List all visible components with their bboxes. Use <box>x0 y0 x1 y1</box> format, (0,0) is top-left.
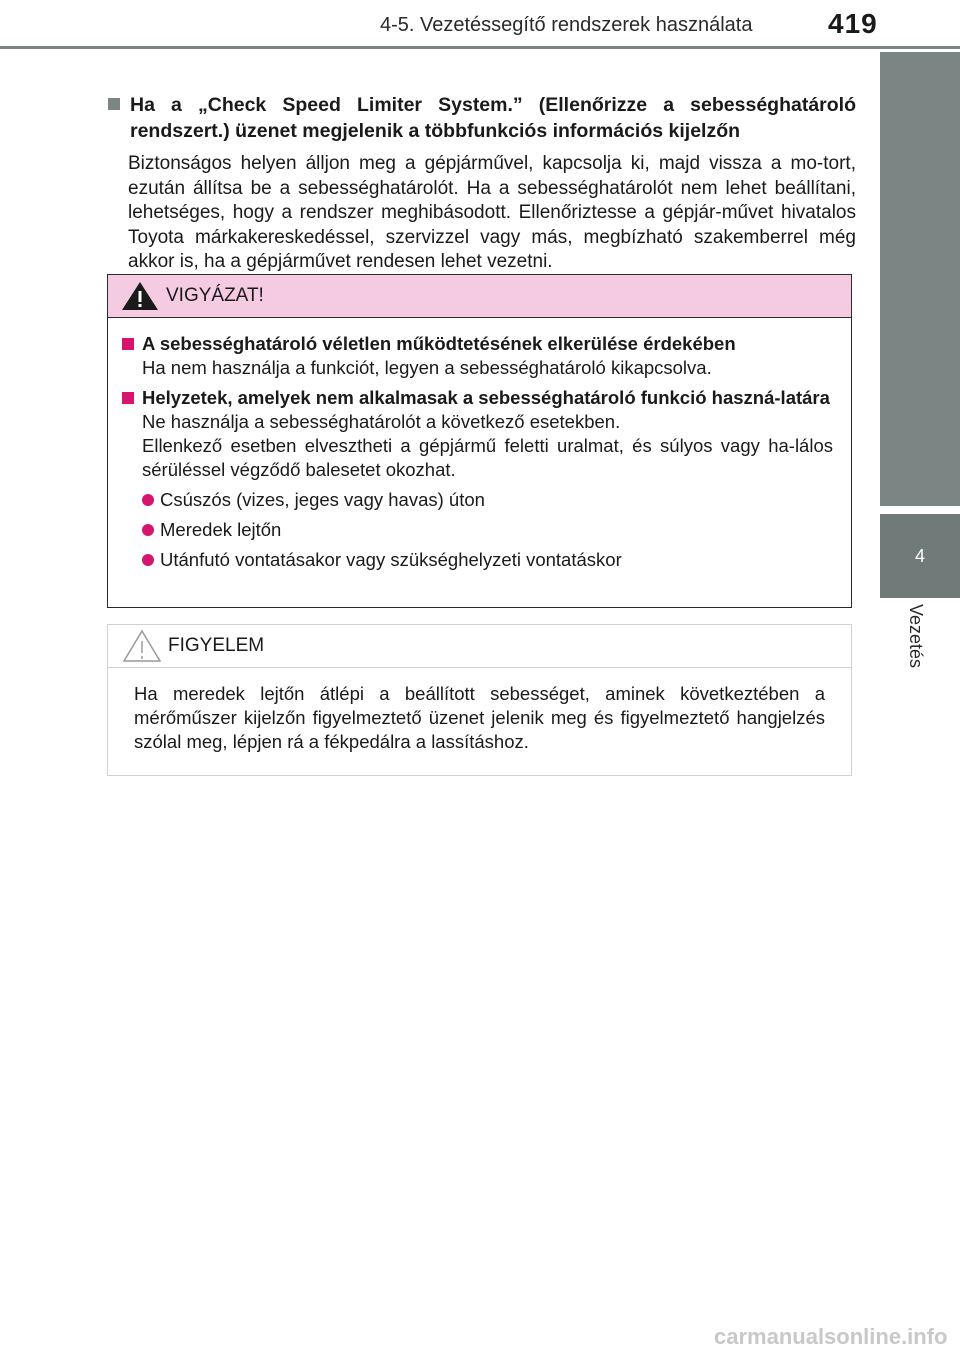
page-number: 419 <box>828 8 878 39</box>
warning-item-heading-text: Helyzetek, amelyek nem alkalmasak a sebességhatároló funkció haszná-latára <box>142 387 830 408</box>
square-bullet-icon <box>122 338 134 350</box>
list-item-text: Utánfutó vontatásakor vagy szükséghelyzeti vontatáskor <box>160 549 622 570</box>
list-item-text: Meredek lejtőn <box>160 519 282 540</box>
warning-header <box>108 275 851 318</box>
round-bullet-icon <box>142 554 154 566</box>
round-bullet-icon <box>142 494 154 506</box>
chapter-label <box>904 604 928 694</box>
warning-item-text: Ellenkező esetben elvesztheti a gépjármű feletti uralmat, és súlyos vagy ha-lálos sérüléssel végződő balesetet okozhat. <box>142 435 833 480</box>
list-item <box>142 518 833 542</box>
notice-body: Ha meredek lejtőn átlépi a beállított sebességet, aminek következtében a mérőműszer kijelzőn figyelmeztető üzenet jelenik meg és figyelmeztető hangjelzés szólal meg, lépjen rá a fékpedálra a lassításhoz. <box>134 683 825 752</box>
warning-title: VIGYÁZAT! <box>166 285 264 306</box>
warning-triangle-icon <box>120 280 160 312</box>
side-tab-top <box>880 52 960 506</box>
warning-box <box>107 274 852 608</box>
section-heading-text: Ha a „Check Speed Limiter System.” (Ellenőrizze a sebességhatároló rendszert.) üzenet megjelenik a többfunkciós információs kijelzőn <box>130 94 856 142</box>
notice-box <box>107 624 852 776</box>
chapter-number-tab: 4 <box>880 514 960 598</box>
warning-content <box>108 318 851 572</box>
section-heading <box>108 92 856 144</box>
section-body: Biztonságos helyen álljon meg a gépjárművel, kapcsolja ki, majd vissza a mo-tort, ezután állítsa be a sebességhatárolót. Ha a sebességhatárolót nem lehet beállítani, lehetséges, hogy a rendszer meghibásodott. Ellenőriztesse a gépjár-művet hivatalos Toyota márkakereskedéssel, szervizzel vagy más, megbízható szakemberrel még akkor is, ha a gépjárművet rendesen lehet vezetni. <box>128 153 856 272</box>
warning-item-text: Ne használja a sebességhatárolót a következő esetekben. <box>142 411 621 432</box>
notice-header <box>108 625 851 668</box>
round-bullet-icon <box>142 524 154 536</box>
warning-item-heading <box>122 332 833 356</box>
square-bullet-icon <box>122 392 134 404</box>
square-bullet-icon <box>108 98 120 110</box>
watermark: carmanualsonline.info <box>714 1324 948 1349</box>
running-header-title: 4-5. Vezetéssegítő rendszerek használata <box>380 14 753 36</box>
limiter-message-section <box>108 92 856 275</box>
warning-item-heading-text: A sebességhatároló véletlen működtetésének elkerülése érdekében <box>142 333 736 354</box>
warning-item-heading <box>122 386 833 410</box>
warning-item-text: Ha nem használja a funkciót, legyen a sebességhatároló kikapcsolva. <box>142 357 712 378</box>
list-item-text: Csúszós (vizes, jeges vagy havas) úton <box>160 489 485 510</box>
header-rule <box>0 46 960 49</box>
chapter-label-text: Vezetés <box>906 604 926 669</box>
list-item <box>142 488 833 512</box>
notice-title: FIGYELEM <box>168 635 265 656</box>
caution-triangle-icon <box>122 629 162 663</box>
list-item <box>142 548 833 572</box>
